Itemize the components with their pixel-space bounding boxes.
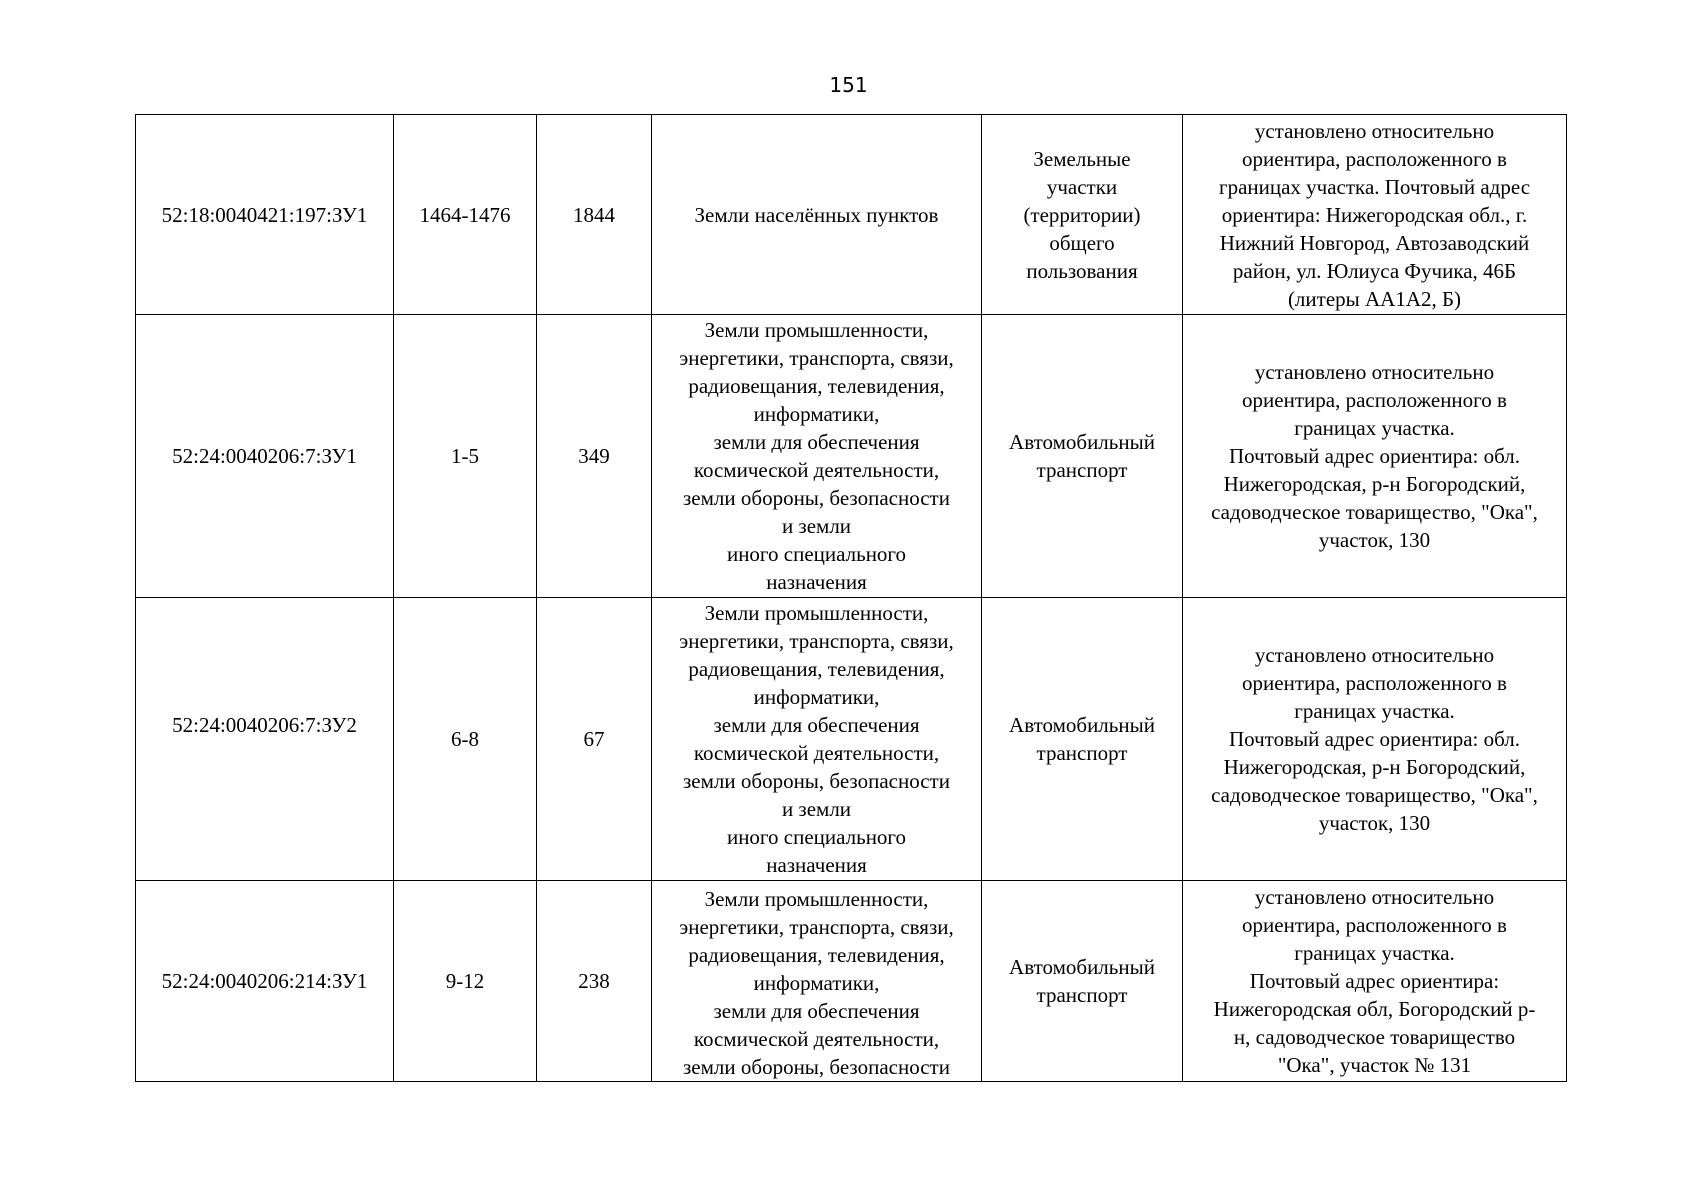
points-cell: 9-12 [394, 881, 537, 1082]
area-cell: 238 [537, 881, 652, 1082]
area-cell: 349 [537, 315, 652, 598]
points-cell: 6-8 [394, 598, 537, 881]
table-row [136, 598, 1567, 881]
cadastral-number-cell: 52:24:0040206:7:ЗУ1 [136, 315, 394, 598]
permitted-use-cell: Автомобильный транспорт [982, 881, 1183, 1082]
points-cell: 1-5 [394, 315, 537, 598]
cadastral-number-cell: 52:18:0040421:197:ЗУ1 [136, 115, 394, 315]
permitted-use-cell: Автомобильный транспорт [982, 598, 1183, 881]
land-plots-table [135, 114, 1567, 1082]
land-category-cell: Земли населённых пунктов [652, 115, 982, 315]
cadastral-number-cell: 52:24:0040206:7:ЗУ2 [136, 598, 394, 881]
table-row [136, 881, 1567, 1082]
land-category-cell: Земли промышленности, энергетики, транспорта, связи, радиовещания, телевидения, информатики, земли для обеспечения космической деятельности, земли обороны, безопасности и земли иного специального назначения [652, 598, 982, 881]
permitted-use-cell: Земельные участки (территории) общего пользования [982, 115, 1183, 315]
table-row [136, 315, 1567, 598]
land-category-cell: Земли промышленности, энергетики, транспорта, связи, радиовещания, телевидения, информатики, земли для обеспечения космической деятельности, земли обороны, безопасности и земли иного специального назначения [652, 315, 982, 598]
area-cell: 1844 [537, 115, 652, 315]
land-category-cell: Земли промышленности, энергетики, транспорта, связи, радиовещания, телевидения, информатики, земли для обеспечения космической деятельности, земли обороны, безопасности [652, 881, 982, 1082]
page-number: 151 [829, 73, 868, 97]
permitted-use-cell: Автомобильный транспорт [982, 315, 1183, 598]
cadastral-number-cell: 52:24:0040206:214:ЗУ1 [136, 881, 394, 1082]
location-cell: установлено относительно ориентира, расположенного в границах участка. Почтовый адрес ориентира: обл. Нижегородская, р-н Богородский, садоводческое товарищество, "Ока", участок, 130 [1183, 315, 1567, 598]
location-cell: установлено относительно ориентира, расположенного в границах участка. Почтовый адрес ориентира: обл. Нижегородская, р-н Богородский, садоводческое товарищество, "Ока", участок, 130 [1183, 598, 1567, 881]
location-cell: установлено относительно ориентира, расположенного в границах участка. Почтовый адрес ориентира: Нижегородская обл., г. Нижний Новгород, Автозаводский район, ул. Юлиуса Фучика, 46Б (литеры АА1А2, Б) [1183, 115, 1567, 315]
location-cell: установлено относительно ориентира, расположенного в границах участка. Почтовый адрес ориентира: Нижегородская обл, Богородский р- н, садоводческое товарищество "Ока", участок № 131 [1183, 881, 1567, 1082]
area-cell: 67 [537, 598, 652, 881]
table-row [136, 115, 1567, 315]
points-cell: 1464-1476 [394, 115, 537, 315]
